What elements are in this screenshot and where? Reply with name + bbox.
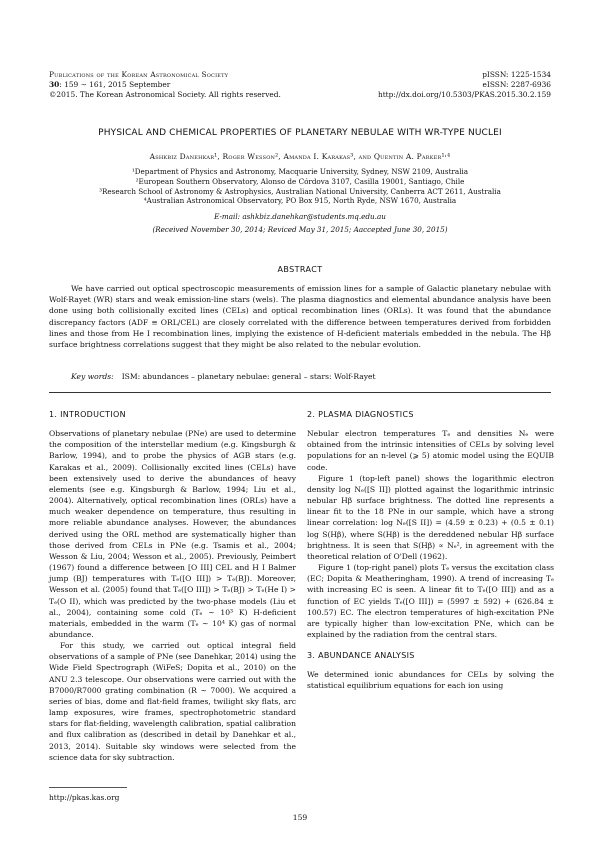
keywords — [49, 372, 551, 381]
keywords-label: Key words: — [71, 372, 114, 381]
section-divider — [49, 392, 551, 393]
intro-paragraph-1: Observations of planetary nebulae (PNe) are used to determine the composition of the interstellar medium (e.g. Kingsburgh & Barlow, 1994), and to probe the physics of AGB stars (e.g. Karakas et al., 2009). Collisionally excited lines (CELs) have been extensively used to derive the abundances of heavy elements (see e.g. Kingsburgh & Barlow, 1994; Liu et al., 2004). Alternatively, optical recombination lines (ORLs) have a much weaker dependence on temperature, thus resulting in more reliable abundance analyses. However, the abundances derived using the ORL method are systematically higher than those derived from CELs in PNe (e.g. Tsamis et al., 2004; Wesson & Liu, 2004; Wesson et al., 2005). Previously, Peimbert (1967) found a difference between [O III] CEL and H I Balmer jump (BJ) temperatures with Tₑ([O III]) > Tₑ(BJ). Moreover, Wesson et al. (2005) found that Tₑ([O III]) > Tₑ(BJ) > Tₑ(He I) > Tₑ(O II), which was predicted by the two-phase models (Liu et al., 2004), containing some cold (Tₑ ∼ 10³ K) H-deficient materials, embedded in the warm (Tₑ ∼ 10⁴ K) gas of normal abundance. — [49, 429, 296, 639]
volume-pages: : 159 ∼ 161, 2015 September — [59, 80, 171, 89]
abundance-paragraph-1: We determined ionic abundances for CELs by solving the statistical equilibrium equations for each ion using — [307, 670, 554, 691]
copyright: ©2015. The Korean Astronomical Society. All rights reserved. — [49, 90, 281, 99]
volume-number: 30 — [49, 80, 60, 89]
footer-url[interactable]: http://pkas.kas.org — [49, 793, 120, 802]
eissn: eISSN: 2287-6936 — [482, 80, 551, 89]
page-number: 159 — [292, 813, 308, 822]
abstract-text: We have carried out optical spectroscopic measurements of emission lines for a sample of Galactic planetary nebulae with Wolf-Rayet (WR) stars and weak emission-line stars (wels). The plasma diagnostics and elemental abundance analysis have been done using both collisionally excited lines (CELs) and optical recombination lines (ORLs). It was found that the abundance discrepancy factors (ADF ≡ ORL/CEL) are closely correlated with the difference between temperatures derived from forbidden lines and those from He I recombination lines, implying the existence of H-deficient materials embedded in the nebula. The Hβ surface brightness correlations suggest that they might be also related to the nebular evolution. — [49, 284, 551, 350]
affiliation-4: ⁴Australian Astronomical Observatory, PO Box 915, North Ryde, NSW 1670, Australia — [143, 196, 457, 206]
abstract-heading: ABSTRACT — [277, 265, 323, 274]
intro-paragraph-2: For this study, we carried out optical integral field observations of a sample of PNe (see Danehkar, 2014) using the Wide Field Spectrograph (WiFeS; Dopita et al., 2010) on the ANU 2.3 telescope. Our observations were carried out with the B7000/R7000 grating combination (R ∼ 7000). We acquired a series of bias, dome and flat-field frames, twilight sky flats, arc lamp exposures, wire frames, spectrophotometric standard stars for flat-fielding, wavelength calibration, spatial calibration and flux calibration as (described in detail by Danehkar et al., 2013, 2014). Suitable sky windows were selected from the science data for sky subtraction. — [49, 641, 296, 762]
pissn: pISSN: 1225-1534 — [482, 70, 551, 79]
plasma-heading: 2. PLASMA DIAGNOSTICS — [307, 410, 414, 419]
plasma-paragraph-1: Nebular electron temperatures Tₑ and densities Nₑ were obtained from the intrinsic intensities of CELs by solving level populations for an n-level (⩾ 5) atomic model using the EQUIB code. — [307, 429, 554, 472]
paper-title: PHYSICAL AND CHEMICAL PROPERTIES OF PLANETARY NEBULAE WITH WR-TYPE NUCLEI — [98, 128, 502, 138]
plasma-paragraph-2: Figure 1 (top-left panel) shows the logarithmic electron density log Nₑ([S II]) plotted against the logarithmic intrinsic nebular Hβ surface brightness. The dotted line represents a linear fit to the 18 PNe in our sample, which have a strong linear correlation: log Nₑ([S II]) = (4.59 ± 0.23) + (0.5 ± 0.1) log S(Hβ), where S(Hβ) is the dereddened nebular Hβ surface brightness. It is seen that S(Hβ) ∝ Nₑ², in agreement with the theoretical relation of O'Dell (1962). — [307, 473, 554, 561]
affiliations — [40, 167, 560, 206]
contact-email[interactable]: E-mail: ashkbiz.danehkar@students.mq.edu.au — [214, 212, 386, 221]
left-column — [49, 409, 296, 763]
affiliation-2: ²European Southern Observatory, Alonso de Córdova 3107, Casilla 19001, Santiago, Chile — [135, 176, 465, 186]
affiliation-3: ³Research School of Astronomy & Astrophysics, Australian National University, Canberra ACT 2611, Australia — [99, 186, 501, 196]
received-dates: (Received November 30, 2014; Reviced May 31, 2015; Aaccepted June 30, 2015) — [152, 225, 448, 234]
footnote-rule — [49, 787, 127, 788]
keywords-list: ISM: abundances – planetary nebulae: general – stars: Wolf-Rayet — [121, 372, 376, 381]
author-list: Ashkbiz Danehkar¹, Roger Wesson², Amanda I. Karakas³, and Quentin A. Parker¹˒⁴ — [149, 152, 451, 161]
affiliation-1: ¹Department of Physics and Astronomy, Macquarie University, Sydney, NSW 2109, Australia — [131, 167, 469, 176]
doi-link[interactable]: http://dx.doi.org/10.5303/PKAS.2015.30.2.159 — [377, 90, 551, 99]
plasma-paragraph-3: Figure 1 (top-right panel) plots Tₑ versus the excitation class (EC; Dopita & Meatheringham, 1990). A trend of increasing Tₑ with increasing EC is seen. A linear fit to Tₑ([O III]) and as a function of EC yields Tₑ([O III]) = (5997 ± 592) + (626.84 ± 100.57) EC. The electron temperatures of high-excitation PNe are typically higher than low-excitation PNe, which can be explained by the radiation from the central stars. — [307, 563, 554, 639]
journal-name: Publications of the Korean Astronomical Society — [49, 70, 229, 79]
right-column — [307, 409, 554, 692]
volume-info — [49, 80, 170, 90]
abundance-heading: 3. ABUNDANCE ANALYSIS — [307, 651, 415, 661]
intro-heading: 1. INTRODUCTION — [49, 410, 126, 419]
journal-header — [49, 70, 551, 100]
